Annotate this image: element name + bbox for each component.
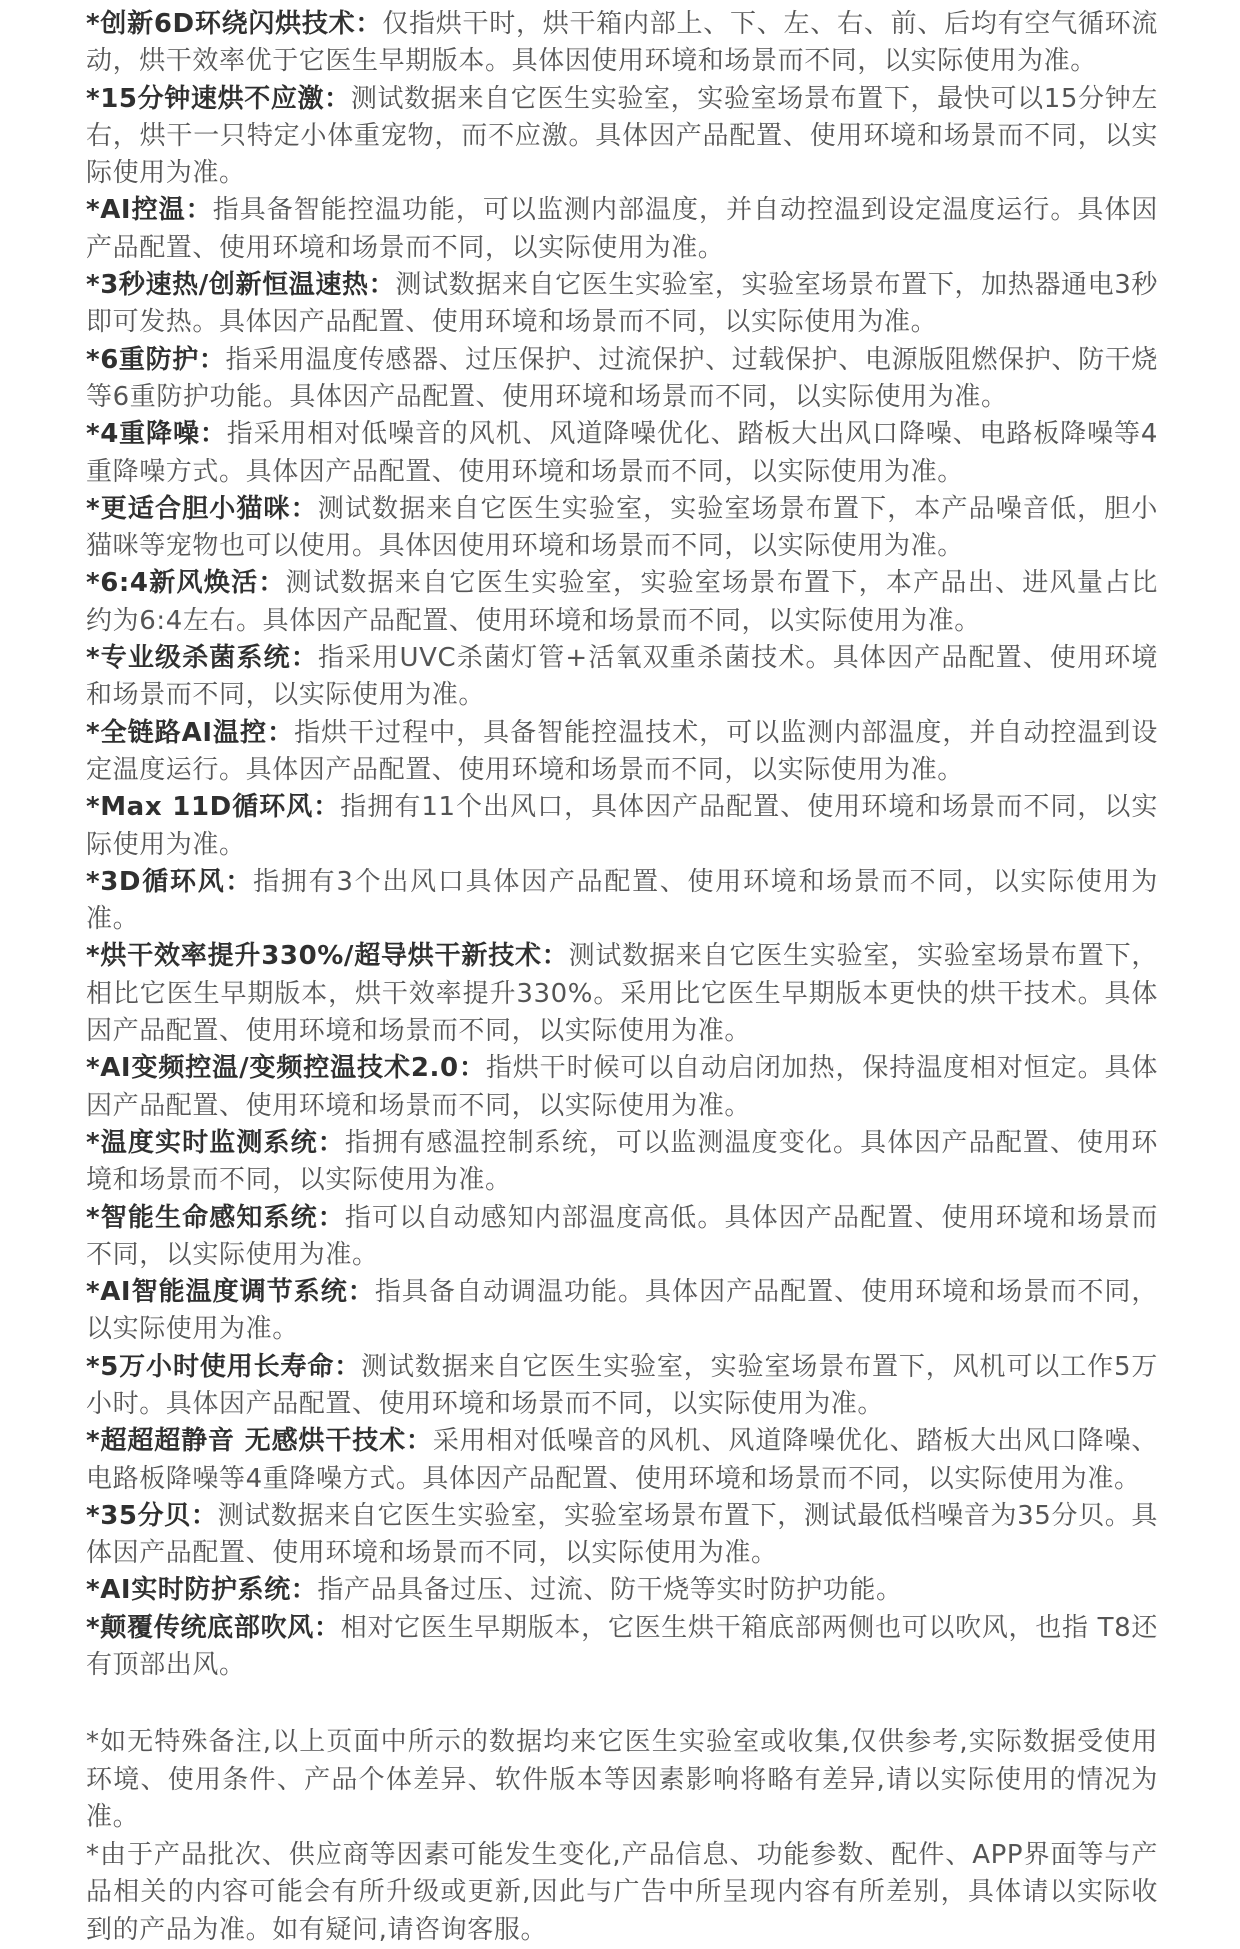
- claim-item: [86, 864, 1158, 939]
- claim-item: [86, 938, 1158, 1050]
- claim-desc: 测试数据来自它医生实验室，实验室场景布置下，风机可以工作5万小时。具体因产品配置、使用环境和场景而不同，以实际使用为准。: [86, 1351, 1158, 1419]
- claim-term: *6:4新风焕活：: [86, 568, 286, 599]
- claim-desc: 测试数据来自它医生实验室，实验室场景布置下，相比它医生早期版本，烘干效率提升330%。采用比它医生早期版本更快的烘干技术。具体因产品配置、使用环境和场景而不同，以实际使用为准。: [86, 941, 1158, 1047]
- feature-claims-list: [86, 6, 1158, 1684]
- claim-term: *AI实时防护系统：: [86, 1575, 318, 1606]
- claim-desc: 指采用相对低噪音的风机、风道降噪优化、踏板大出风口降噪、电路板降噪等4重降噪方式。具体因产品配置、使用环境和场景而不同，以实际使用为准。: [86, 419, 1158, 487]
- claim-item: [86, 416, 1158, 491]
- claim-desc: 指烘干时候可以自动启闭加热，保持温度相对恒定。具体因产品配置、使用环境和场景而不同，以实际使用为准。: [86, 1053, 1158, 1121]
- claim-desc: 测试数据来自它医生实验室，实验室场景布置下，加热器通电3秒即可发热。具体因产品配置、使用环境和场景而不同，以实际使用为准。: [86, 270, 1158, 338]
- claim-term: *3D循环风：: [86, 866, 254, 897]
- claim-item: [86, 1200, 1158, 1275]
- claim-term: *超超超静音 无感烘干技术：: [86, 1426, 433, 1457]
- claim-desc: 测试数据来自它医生实验室，实验室场景布置下，本产品出、进风量占比约为6:4左右。具体因产品配置、使用环境和场景而不同，以实际使用为准。: [86, 568, 1159, 636]
- claim-desc: 测试数据来自它医生实验室，实验室场景布置下，测试最低档噪音为35分贝。具体因产品配置、使用环境和场景而不同，以实际使用为准。: [86, 1500, 1158, 1569]
- claim-term: *颠覆传统底部吹风：: [86, 1612, 341, 1643]
- claim-item: [86, 789, 1158, 864]
- claim-term: *专业级杀菌系统：: [86, 643, 318, 674]
- claim-item: [86, 565, 1158, 640]
- claim-term: *AI变频控温/变频控温技术2.0：: [86, 1053, 486, 1084]
- claim-desc: 指可以自动感知内部温度高低。具体因产品配置、使用环境和场景而不同，以实际使用为准。: [86, 1202, 1158, 1270]
- claim-item: [86, 715, 1158, 790]
- claim-term: *AI控温：: [86, 195, 213, 226]
- claim-term: *更适合胆小猫咪：: [86, 493, 318, 524]
- claim-term: *AI智能温度调节系统：: [86, 1277, 375, 1308]
- claim-item: [86, 1498, 1158, 1573]
- claim-term: *15分钟速烘不应激：: [86, 83, 351, 114]
- claim-term: *3秒速热/创新恒温速热：: [86, 270, 396, 301]
- claim-item: [86, 1610, 1158, 1685]
- claim-item: [86, 640, 1158, 715]
- claim-term: *烘干效率提升330%/超导烘干新技术：: [86, 941, 569, 972]
- disclaimer-document: [86, 6, 1158, 1949]
- claim-term: *5万小时使用长寿命：: [86, 1351, 362, 1382]
- claim-desc: 指拥有11个出风口，具体因产品配置、使用环境和场景而不同，以实际使用为准。: [86, 792, 1158, 860]
- claim-desc: 指产品具备过压、过流、防干烧等实时防护功能。: [317, 1575, 903, 1606]
- footnote-data-source: *如无特殊备注,以上页面中所示的数据均来它医生实验室或收集,仅供参考,实际数据受使用环境、使用条件、产品个体差异、软件版本等因素影响将略有差异,请以实际使用的情况为准。: [86, 1727, 1158, 1833]
- claim-desc: 指具备自动调温功能。具体因产品配置、使用环境和场景而不同，以实际使用为准。: [86, 1277, 1159, 1345]
- claim-item: [86, 6, 1158, 81]
- claim-desc: 指拥有3个出风口具体因产品配置、使用环境和场景而不同，以实际使用为准。: [86, 866, 1158, 935]
- claim-desc: 测试数据来自它医生实验室，实验室场景布置下，最快可以15分钟左右，烘干一只特定小体重宠物，而不应激。具体因产品配置、使用环境和场景而不同，以实际使用为准。: [86, 83, 1158, 189]
- claim-term: *35分贝：: [86, 1500, 218, 1531]
- claim-desc: 指采用温度传感器、过压保护、过流保护、过载保护、电源版阻燃保护、防干烧等6重防护功能。具体因产品配置、使用环境和场景而不同，以实际使用为准。: [86, 344, 1158, 412]
- claim-term: *全链路AI温控：: [86, 717, 295, 748]
- claim-item: [86, 1423, 1158, 1498]
- claim-desc: 采用相对低噪音的风机、风道降噪优化、踏板大出风口降噪、电路板降噪等4重降噪方式。具体因产品配置、使用环境和场景而不同，以实际使用为准。: [86, 1426, 1158, 1494]
- claim-item: [86, 267, 1158, 342]
- claim-desc: 相对它医生早期版本，它医生烘干箱底部两侧也可以吹风，也指 T8还有顶部出风。: [86, 1612, 1158, 1681]
- claim-item: [86, 192, 1158, 267]
- claim-item: [86, 491, 1158, 566]
- claim-item: [86, 1125, 1158, 1200]
- claim-desc: 指烘干过程中，具备智能控温技术，可以监测内部温度，并自动控温到设定温度运行。具体因产品配置、使用环境和场景而不同，以实际使用为准。: [86, 717, 1158, 785]
- claim-term: *6重防护：: [86, 344, 226, 375]
- claim-desc: 仅指烘干时，烘干箱内部上、下、左、右、前、后均有空气循环流动，烘干效率优于它医生早期版本。具体因使用环境和场景而不同，以实际使用为准。: [86, 9, 1158, 77]
- claim-desc: 指拥有感温控制系统，可以监测温度变化。具体因产品配置、使用环境和场景而不同，以实际使用为准。: [86, 1127, 1158, 1196]
- claim-desc: 指采用UVC杀菌灯管+活氧双重杀菌技术。具体因产品配置、使用环境和场景而不同，以实际使用为准。: [86, 643, 1158, 711]
- claim-item: [86, 1572, 1158, 1609]
- claim-term: *智能生命感知系统：: [86, 1202, 345, 1233]
- footnotes: [86, 1724, 1158, 1949]
- claim-term: *创新6D环绕闪烘技术：: [86, 9, 383, 39]
- claim-item: [86, 1349, 1158, 1424]
- claim-item: [86, 342, 1158, 417]
- claim-term: *4重降噪：: [86, 419, 227, 450]
- claim-term: *温度实时监测系统：: [86, 1127, 345, 1158]
- claim-item: [86, 1274, 1158, 1349]
- claim-item: [86, 81, 1158, 193]
- claim-desc: 指具备智能控温功能，可以监测内部温度，并自动控温到设定温度运行。具体因产品配置、使用环境和场景而不同，以实际使用为准。: [86, 195, 1158, 263]
- claim-item: [86, 1050, 1158, 1125]
- claim-term: *Max 11D循环风：: [86, 792, 341, 823]
- claim-desc: 测试数据来自它医生实验室，实验室场景布置下，本产品噪音低，胆小猫咪等宠物也可以使用。具体因使用环境和场景而不同，以实际使用为准。: [86, 493, 1158, 562]
- footnote-product-changes: *由于产品批次、供应商等因素可能发生变化,产品信息、功能参数、配件、APP界面等与产品相关的内容可能会有所升级或更新,因此与广告中所呈现内容有所差别，具体请以实际收到的产品为准。如有疑问,请咨询客服。: [86, 1839, 1158, 1945]
